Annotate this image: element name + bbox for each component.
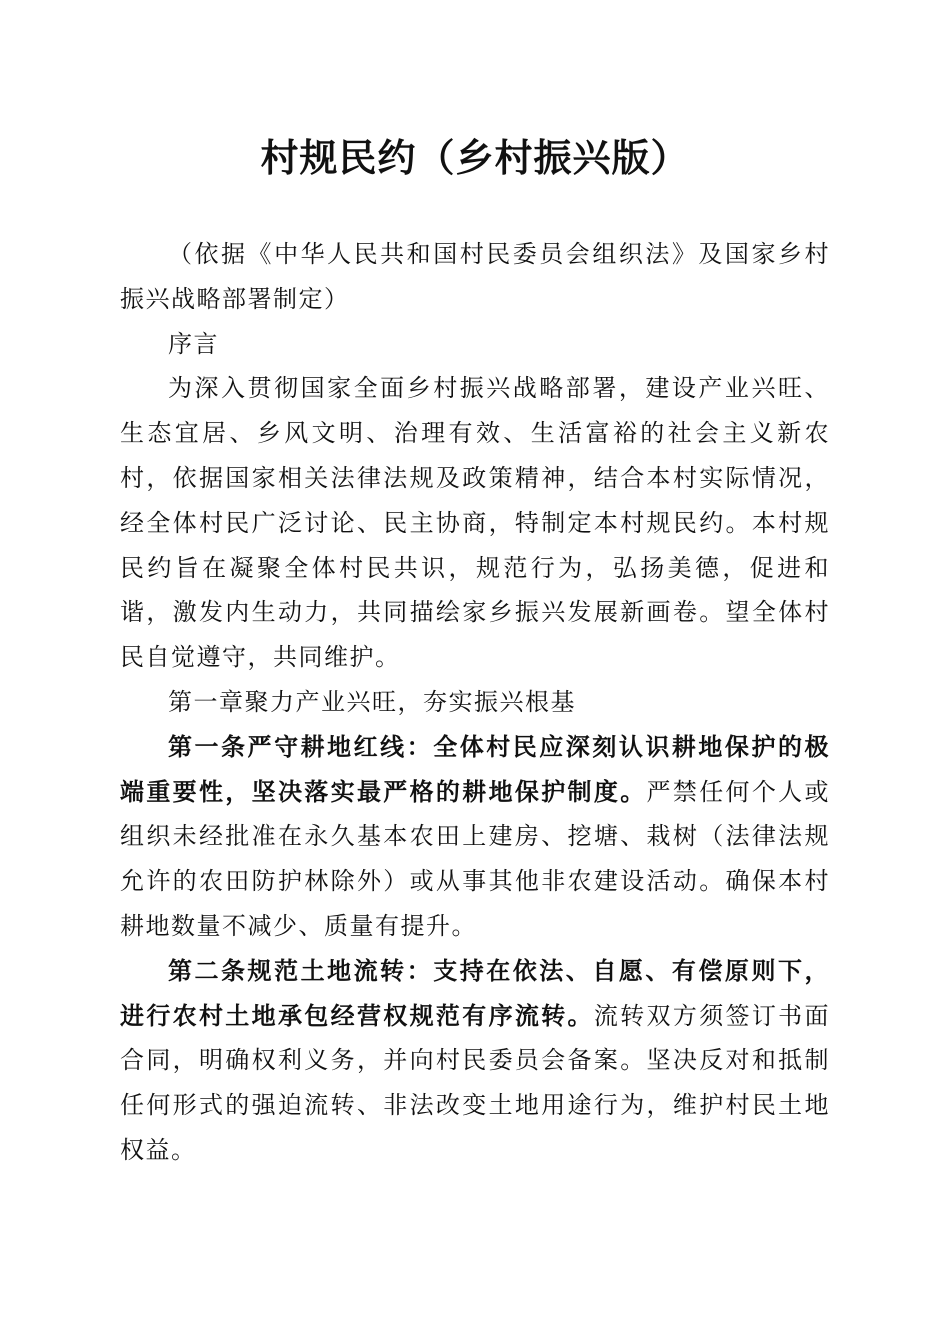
article-1-paragraph [120, 725, 830, 949]
document-body [120, 232, 830, 1173]
article-1-text: 严禁任何个人或组织未经批准在永久基本农田上建房、挖塘、栽树（法律法规允许的农田防护林除外）或从事其他非农建设活动。确保本村耕地数量不减少、质量有提升。 [120, 777, 831, 940]
document-title: 村规民约（乡村振兴版） [260, 135, 690, 180]
preface-paragraph: 为深入贯彻国家全面乡村振兴战略部署，建设产业兴旺、生态宜居、乡风文明、治理有效、生活富裕的社会主义新农村，依据国家相关法律法规及政策精神，结合本村实际情况，经全体村民广泛讨论、民主协商，特制定本村规民约。本村规民约旨在凝聚全体村民共识，规范行为，弘扬美德，促进和谐，激发内生动力，共同描绘家乡振兴发展新画卷。望全体村民自觉遵守，共同维护。 [120, 374, 830, 672]
article-2-text: 流转双方须签订书面合同，明确权利义务，并向村民委员会备案。坚决反对和抵制任何形式的强迫流转、非法改变土地用途行为，维护村民土地权益。 [120, 1001, 831, 1164]
article-2-lead: 第二条规范土地流转：支持在依法、自愿、有偿原则下，进行农村土地承包经营权规范有序流转。 [120, 955, 830, 1030]
article-1-lead: 第一条严守耕地红线：全体村民应深刻认识耕地保护的极端重要性，坚决落实最严格的耕地保护制度。 [120, 731, 830, 806]
chapter-1-heading: 第一章聚力产业兴旺，夯实振兴根基 [168, 687, 576, 716]
preface-heading: 序言 [168, 329, 219, 358]
article-2-paragraph [120, 949, 830, 1173]
basis-paragraph: （依据《中华人民共和国村民委员会组织法》及国家乡村振兴战略部署制定） [120, 240, 830, 313]
